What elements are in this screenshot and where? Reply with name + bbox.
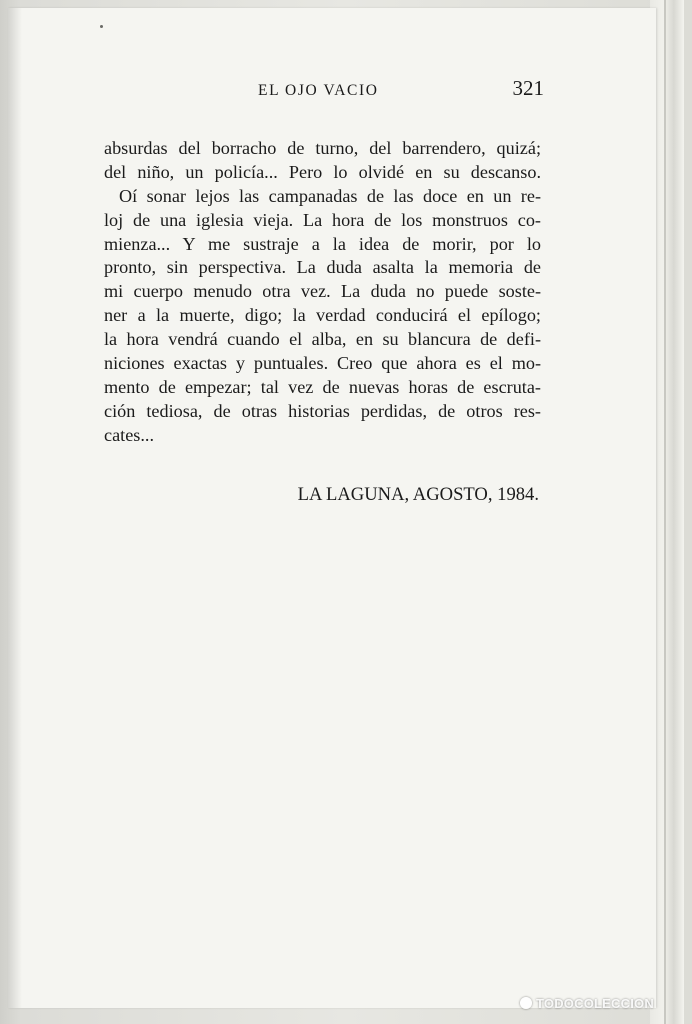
page-number: 321 bbox=[512, 76, 544, 100]
spine-shadow bbox=[8, 8, 22, 1008]
text-line: absurdas del borracho de turno, del barrendero, quizá; bbox=[104, 138, 541, 158]
running-title: EL OJO VACIO bbox=[258, 82, 379, 99]
watermark-text: TODOCOLECCION bbox=[536, 996, 654, 1011]
text-line: loj de una iglesia vieja. La hora de los monstruos co- bbox=[104, 209, 541, 230]
text-line: ción tediosa, de otras historias perdidas, de otros res- bbox=[104, 400, 541, 421]
text-line: la hora vendrá cuando el alba, en su blancura de defi- bbox=[104, 329, 541, 350]
text-line: mienza... Y me sustraje a la idea de morir, por lo bbox=[104, 233, 541, 254]
paragraph-first-line: Oí sonar lejos las campanadas de las doce en un re- bbox=[119, 185, 541, 206]
place-date-signature: LA LAGUNA, AGOSTO, 1984. bbox=[297, 484, 539, 505]
page-edge-line bbox=[664, 0, 666, 1024]
todocoleccion-logo-icon bbox=[520, 997, 532, 1009]
paper-speck bbox=[100, 25, 103, 28]
paragraph-last-line: cates... bbox=[104, 424, 154, 445]
text-line: mento de empezar; tal vez de nuevas horas de escruta- bbox=[104, 376, 541, 397]
text-line: mi cuerpo menudo otra vez. La duda no puede soste- bbox=[104, 281, 541, 302]
text-line: niciones exactas y puntuales. Creo que ahora es el mo- bbox=[104, 353, 541, 374]
watermark bbox=[520, 996, 654, 1011]
text-line: pronto, sin perspectiva. La duda asalta la memoria de bbox=[104, 257, 541, 278]
body-text bbox=[104, 137, 541, 448]
text-line: del niño, un policía... Pero lo olvidé en su descanso. bbox=[104, 161, 541, 182]
text-line: ner a la muerte, digo; la verdad conducirá el epílogo; bbox=[104, 305, 541, 326]
